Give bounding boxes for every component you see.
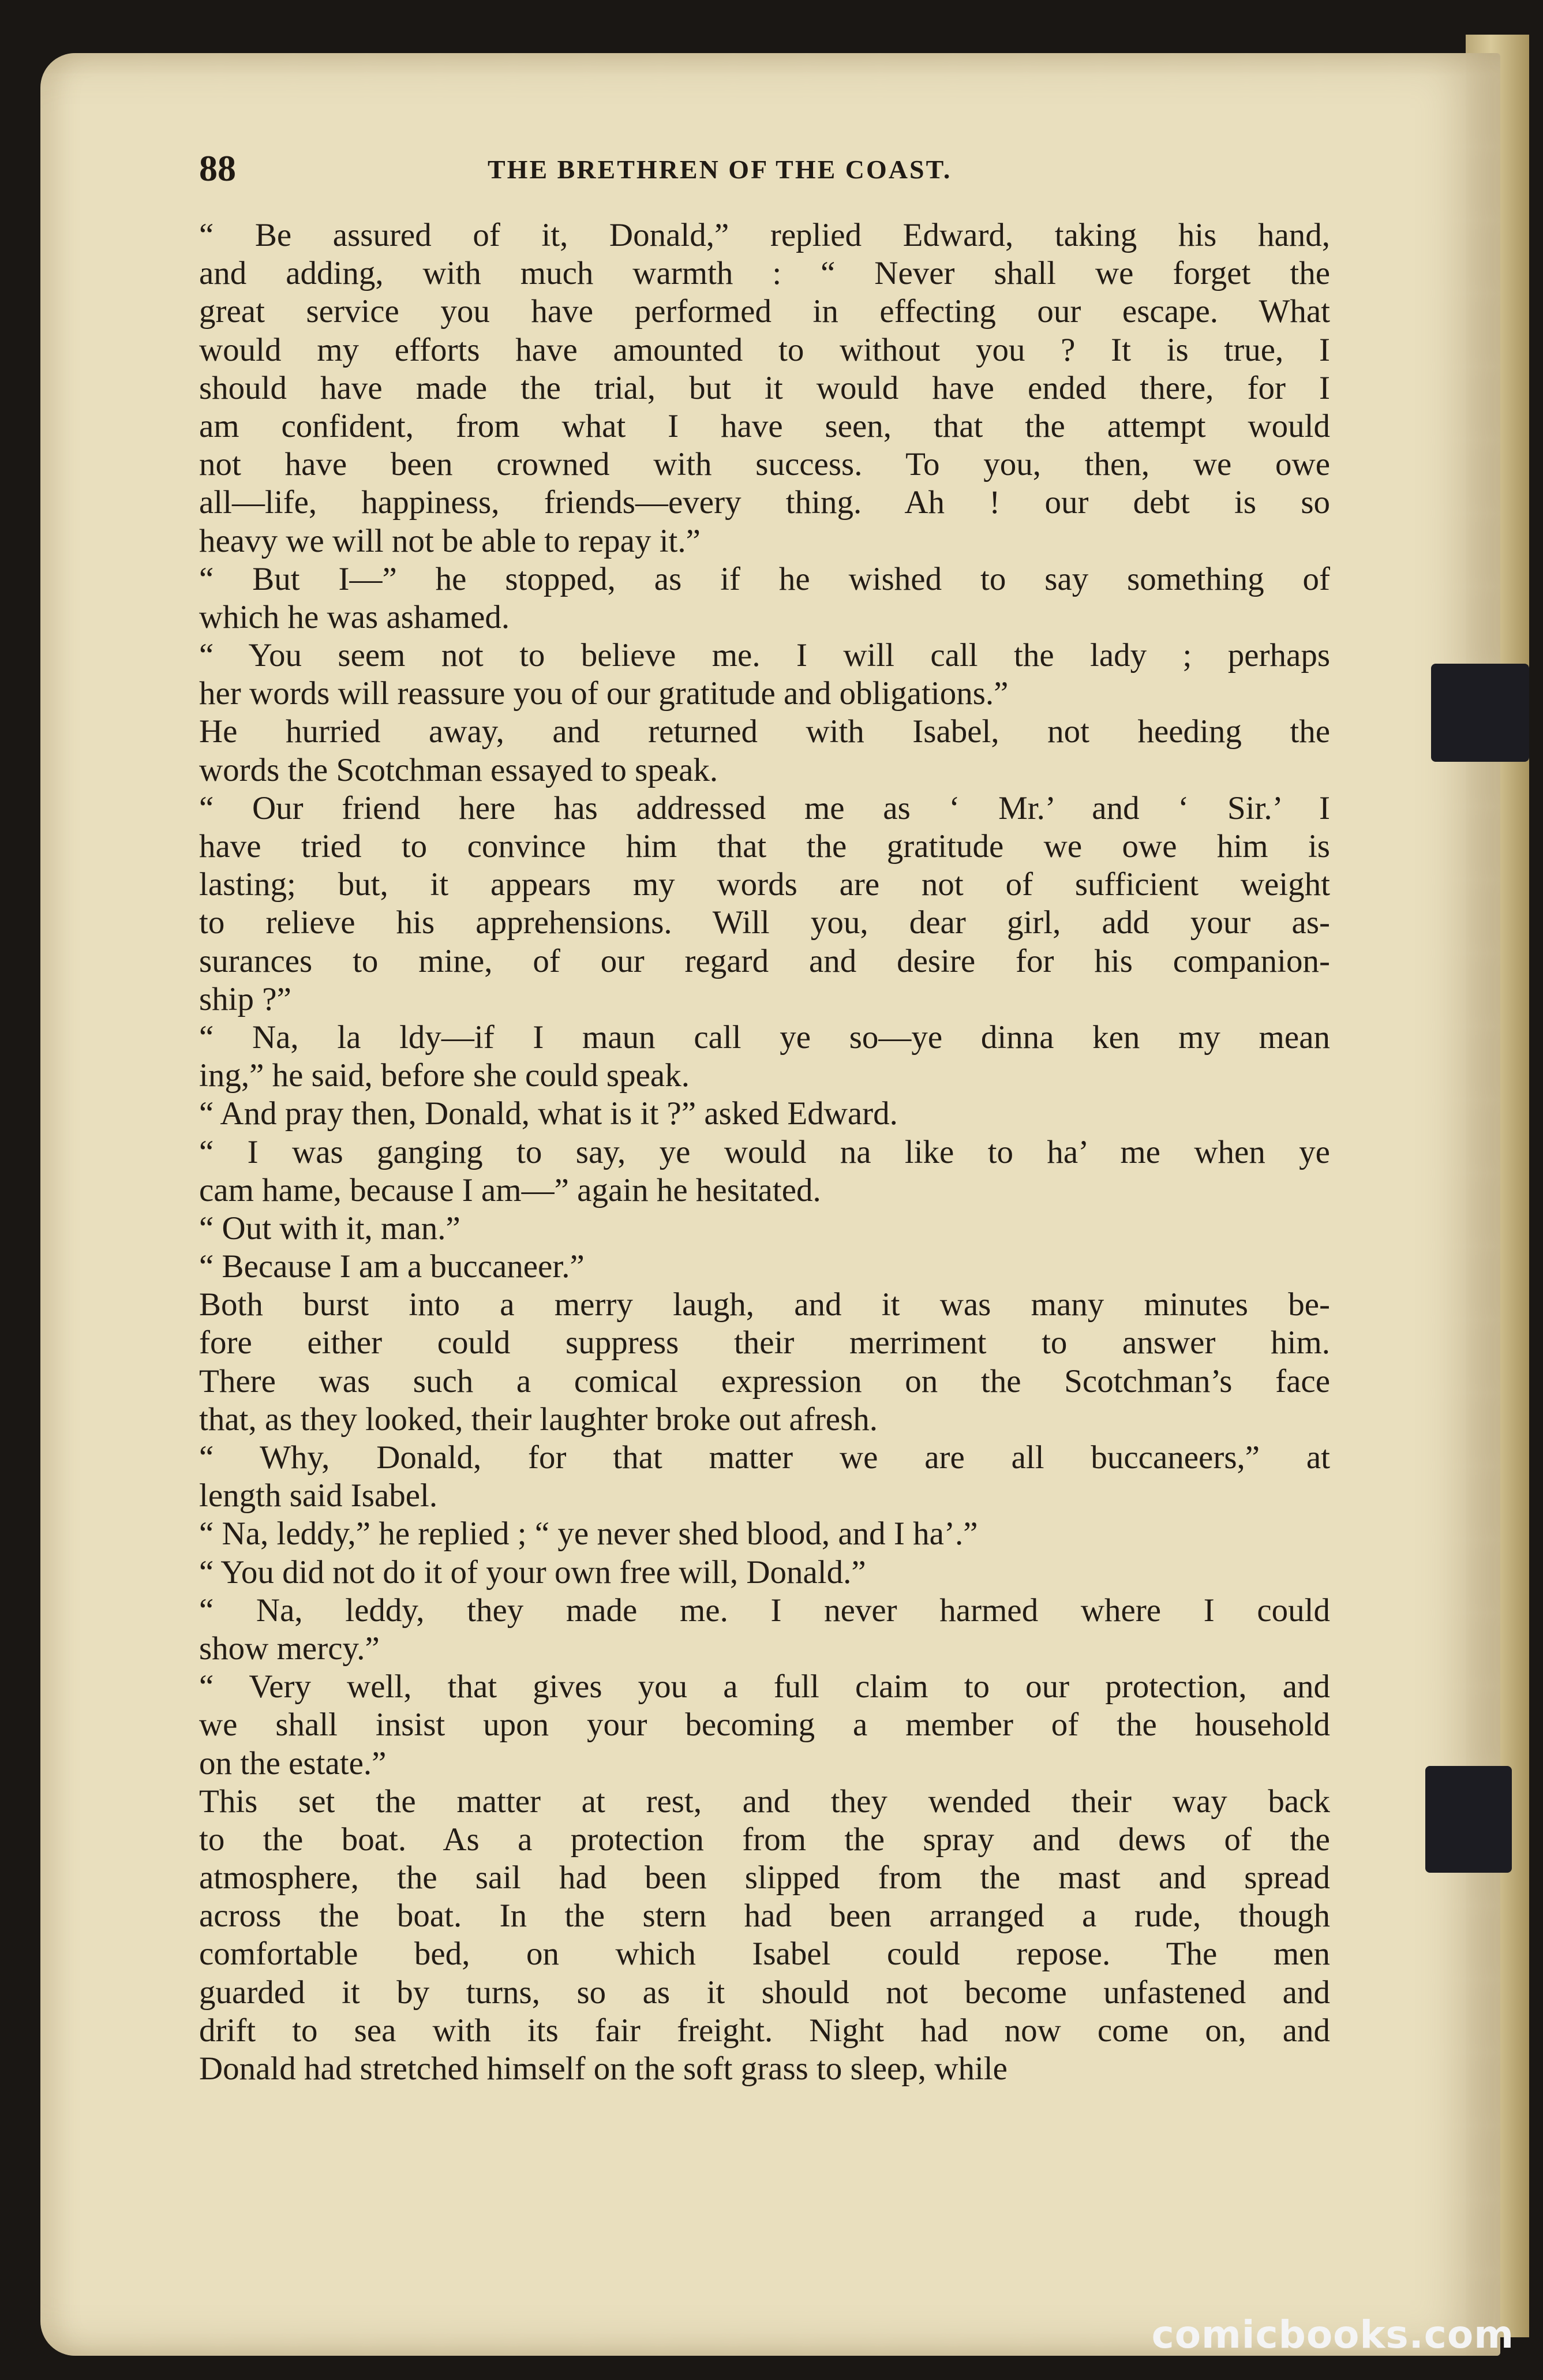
text-line: There was such a comical expression on the Scotchman’s face (199, 1363, 1330, 1399)
text-line: This set the matter at rest, and they wended their way back (199, 1783, 1330, 1820)
text-line: am confident, from what I have seen, that the attempt would (199, 407, 1330, 444)
text-line: across the boat. In the stern had been arranged a rude, though (199, 1898, 1330, 1934)
text-line: “ Our friend here has addressed me as ‘ Mr.’ and ‘ Sir.’ I (199, 789, 1330, 826)
text-line: that, as they looked, their laughter broke out afresh. (199, 1401, 878, 1438)
text-line: which he was ashamed. (199, 598, 510, 635)
text-line: Donald had stretched himself on the soft grass to sleep, while (199, 2050, 1008, 2087)
text-line: “ But I—” he stopped, as if he wished to say something of (199, 560, 1330, 597)
text-line: comfortable bed, on which Isabel could repose. The men (199, 1936, 1330, 1973)
text-line: all—life, happiness, friends—every thing. Ah ! our debt is so (199, 484, 1330, 521)
binding-tab-top (1431, 664, 1529, 762)
text-line: “ And pray then, Donald, what is it ?” asked Edward. (199, 1095, 898, 1132)
text-line: “ You seem not to believe me. I will call the lady ; perhaps (199, 637, 1330, 674)
page-header (199, 147, 1330, 193)
text-line: drift to sea with its fair freight. Night had now come on, and (199, 2012, 1330, 2049)
text-line: and adding, with much warmth : “ Never shall we forget the (199, 255, 1330, 292)
text-line: cam hame, because I am—” again he hesitated. (199, 1172, 821, 1208)
text-line: should have made the trial, but it would have ended there, for I (199, 369, 1330, 406)
body-text (199, 216, 1330, 2088)
text-line: “ Why, Donald, for that matter we are all buccaneers,” at (199, 1439, 1330, 1476)
text-line: “ Na, la ldy—if I maun call ye so—ye dinna ken my mean (199, 1019, 1330, 1056)
text-line: not have been crowned with success. To you, then, we owe (199, 446, 1330, 483)
text-line: atmosphere, the sail had been slipped from the mast and spread (199, 1859, 1330, 1896)
text-line: ship ?” (199, 981, 291, 1017)
text-line: fore either could suppress their merriment to answer him. (199, 1324, 1330, 1361)
text-line: “ Out with it, man.” (199, 1210, 460, 1247)
text-line: great service you have performed in effecting our escape. What (199, 293, 1330, 330)
running-title: THE BRETHREN OF THE COAST. (488, 155, 952, 184)
text-line: He hurried away, and returned with Isabel, not heeding the (199, 713, 1330, 750)
text-line: show mercy.” (199, 1630, 380, 1667)
text-line: her words will reassure you of our gratitude and obligations.” (199, 675, 1009, 712)
binding-tab-bottom (1425, 1766, 1512, 1873)
text-line: have tried to convince him that the gratitude we owe him is (199, 828, 1330, 865)
text-line: “ Be assured of it, Donald,” replied Edward, taking his hand, (199, 217, 1330, 253)
text-line: lasting; but, it appears my words are not of sufficient weight (199, 866, 1330, 903)
text-line: surances to mine, of our regard and desire for his companion- (199, 942, 1330, 979)
text-line: we shall insist upon your becoming a member of the household (199, 1707, 1330, 1743)
text-line: ing,” he said, before she could speak. (199, 1057, 690, 1094)
text-line: on the estate.” (199, 1745, 387, 1782)
page-number: 88 (199, 148, 236, 189)
text-line: “ I was ganging to say, ye would na like to ha’ me when ye (199, 1133, 1330, 1170)
text-line: words the Scotchman essayed to speak. (199, 751, 718, 788)
text-line: to relieve his apprehensions. Will you, dear girl, add your as- (199, 904, 1330, 941)
text-line: “ Because I am a buccaneer.” (199, 1248, 585, 1285)
text-line: guarded it by turns, so as it should not become unfastened and (199, 1974, 1330, 2011)
text-line: length said Isabel. (199, 1477, 438, 1514)
text-line: heavy we will not be able to repay it.” (199, 522, 701, 559)
text-line: Both burst into a merry laugh, and it was many minutes be- (199, 1286, 1330, 1323)
text-line: “ Very well, that gives you a full claim to our protection, and (199, 1668, 1330, 1705)
text-line: would my efforts have amounted to without you ? It is true, I (199, 331, 1330, 368)
text-line: “ Na, leddy, they made me. I never harmed where I could (199, 1592, 1330, 1629)
text-line: “ Na, leddy,” he replied ; “ ye never shed blood, and I ha’.” (199, 1515, 978, 1552)
watermark: comicbooks.com (1151, 2312, 1514, 2357)
text-line: “ You did not do it of your own free will, Donald.” (199, 1554, 866, 1591)
text-line: to the boat. As a protection from the spray and dews of the (199, 1821, 1330, 1858)
